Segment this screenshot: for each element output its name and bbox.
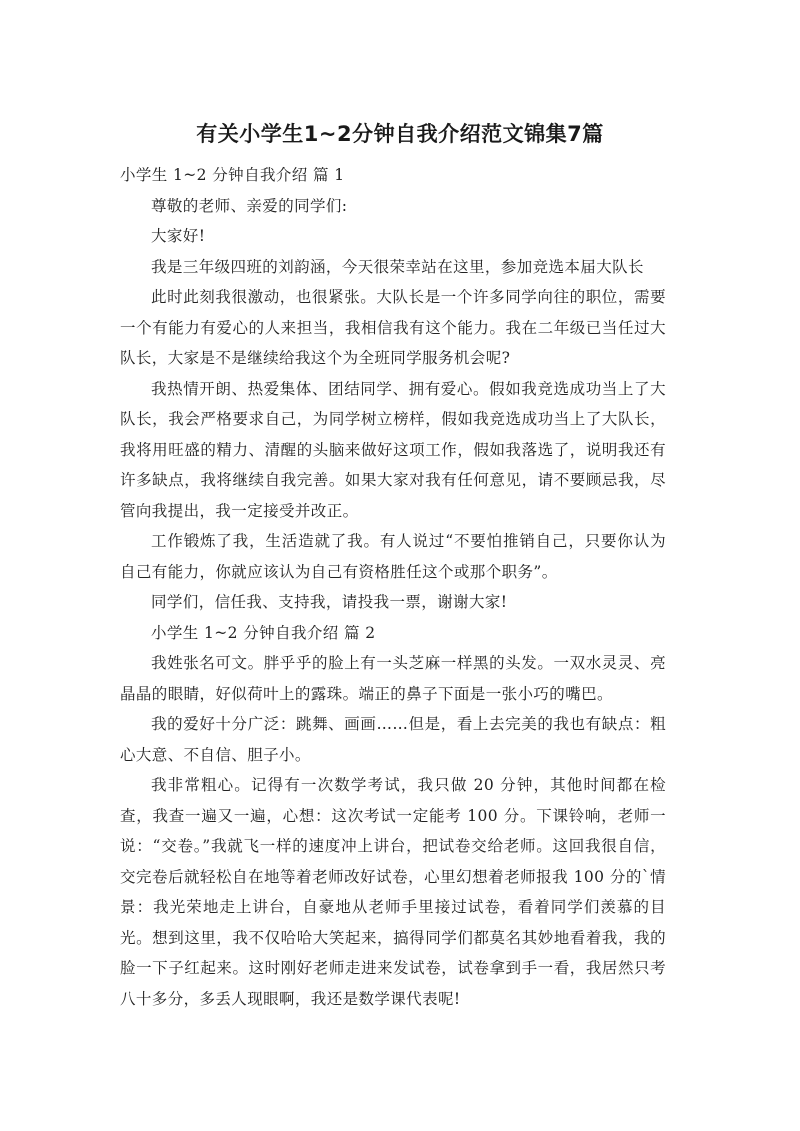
paragraph: 大家好! [151,227,206,245]
paragraph: 我是三年级四班的刘韵涵，今天很荣幸站在这里，参加竞选本届大队长 [151,257,644,276]
paragraph: 小学生 1~2 分钟自我介绍 篇 1 [120,166,345,184]
document-title: 有关小学生1~2分钟自我介绍范文锦集7篇 [196,122,604,146]
paragraph: 小学生 1~2 分钟自我介绍 篇 2 [151,623,376,642]
paragraph: 此时此刻我很激动，也很紧张。大队长是一个许多同学向往的职位，需要一个有能力有爱心的人来担当，我相信我有这个能力。我在二年级已当任过大队长，大家是不是继续给我这个为全班同学服务机会呢? [120,288,666,367]
paragraph: 同学们，信任我、支持我，请投我一票，谢谢大家! [151,593,508,611]
document-body [120,160,666,1014]
paragraph: 我的爱好十分广泛：跳舞、画画……但是，看上去完美的我也有缺点：粗心大意、不自信、胆子小。 [120,715,666,764]
paragraph: 尊敬的老师、亲爱的同学们: [151,196,348,215]
paragraph: 我非常粗心。记得有一次数学考试，我只做 20 分钟，其他时间都在检查，我查一遍又一遍，心想：这次考试一定能考 100 分。下课铃响，老师一说：“交卷。”我就飞一样的速度冲上讲台，把试卷交给老师。这回我很自信，交完卷后就轻松自在地等着老师改好试卷，心里幻想着老师报我 100 分的`情景：我光荣地走上讲台，自豪地从老师手里接过试卷，看着同学们羡慕的目光。想到这里，我不仅哈哈大笑起来，搞得同学们都莫名其妙地看着我，我的脸一下子红起来。这时刚好老师走进来发试卷，试卷拿到手一看，我居然只考八十多分，多丢人现眼啊，我还是数学课代表呢! [120,776,666,1008]
paragraph: 我姓张名可文。胖乎乎的脸上有一头芝麻一样黑的头发。一双水灵灵、亮晶晶的眼睛，好似荷叶上的露珠。端正的鼻子下面是一张小巧的嘴巴。 [120,654,666,703]
paragraph: 工作锻炼了我，生活造就了我。有人说过“不要怕推销自己，只要你认为自己有能力，你就应该认为自己有资格胜任这个或那个职务”。 [120,532,666,581]
paragraph: 我热情开朗、热爱集体、团结同学、拥有爱心。假如我竞选成功当上了大队长，我会严格要求自己，为同学树立榜样，假如我竞选成功当上了大队长，我将用旺盛的精力、清醒的头脑来做好这项工作，假如我落选了，说明我还有许多缺点，我将继续自我完善。如果大家对我有任何意见，请不要顾忌我，尽管向我提出，我一定接受并改正。 [120,379,666,520]
